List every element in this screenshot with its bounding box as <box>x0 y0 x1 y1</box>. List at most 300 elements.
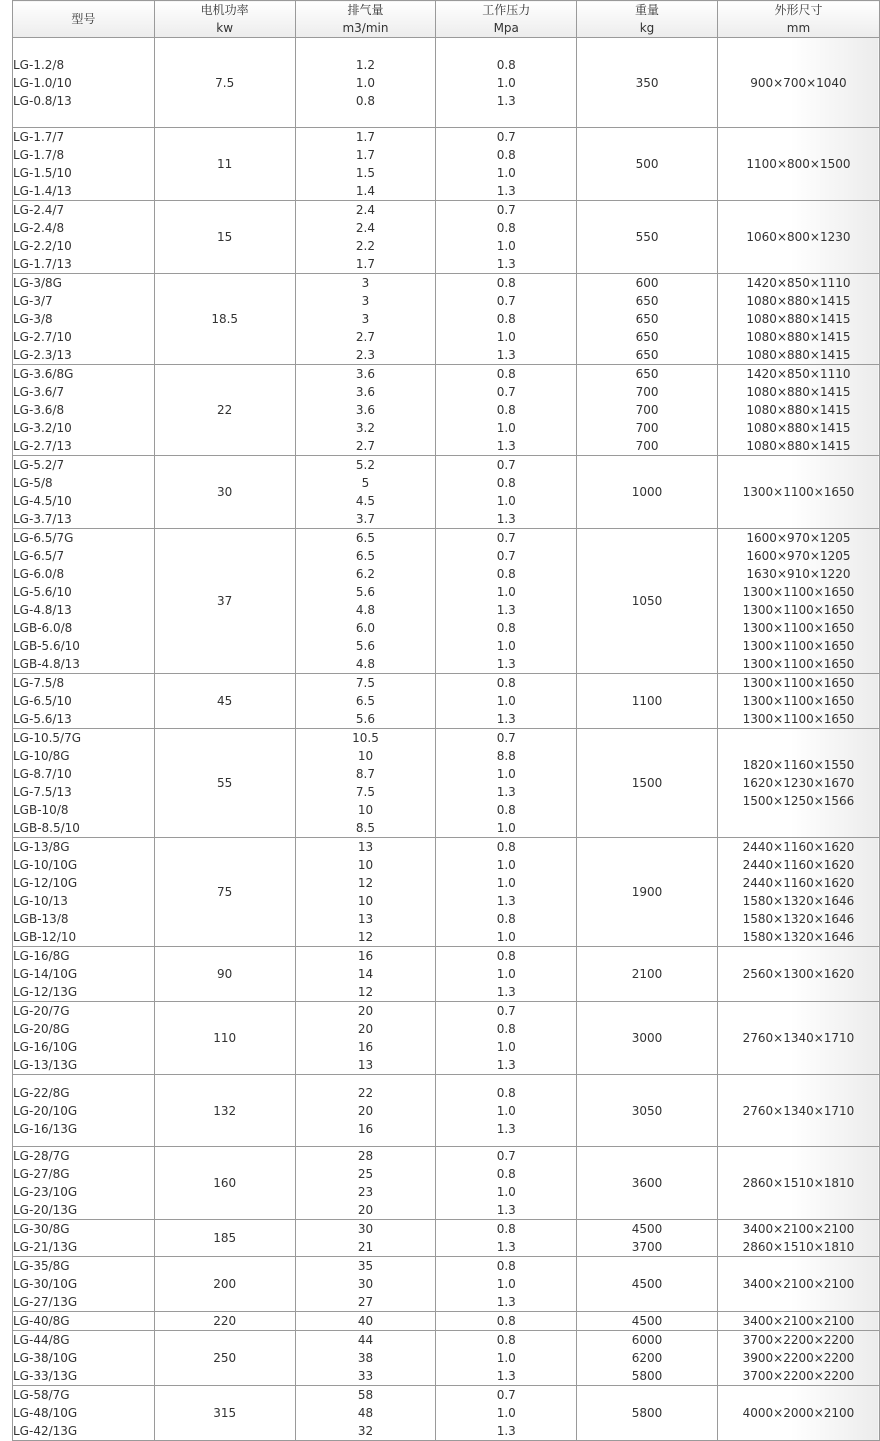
cell-line: 0.7 <box>496 1149 516 1163</box>
cell-line: 1.0 <box>496 639 516 653</box>
cell-line: LG-1.2/8 <box>13 57 65 72</box>
cell-line: 1.3 <box>496 985 516 999</box>
cell-model <box>13 1386 155 1441</box>
table-row <box>13 274 880 365</box>
cell-power <box>154 274 295 365</box>
cell-line: 1.3 <box>496 603 516 617</box>
cell-line: 1620×1230×1670 <box>742 776 855 790</box>
cell-dimensions <box>717 1331 879 1386</box>
cell-line: LG-13/8G <box>13 840 70 854</box>
cell-line: 1.0 <box>496 967 516 981</box>
cell-flow <box>295 365 436 456</box>
cell-line: 2440×1160×1620 <box>742 840 855 854</box>
cell-line: 2.2 <box>355 239 376 253</box>
cell-line: 20 <box>357 1203 374 1217</box>
cell-line: 0.7 <box>496 1388 516 1402</box>
cell-weight <box>577 729 718 838</box>
cell-line: LG-16/8G <box>13 949 70 963</box>
cell-line: 0.8 <box>496 476 516 490</box>
cell-dimensions <box>717 1386 879 1441</box>
cell-line: 185 <box>213 1231 237 1245</box>
cell-line: 0.8 <box>496 276 516 290</box>
table-row <box>13 38 880 128</box>
cell-dimensions <box>717 529 879 674</box>
cell-line: 5800 <box>631 1369 663 1383</box>
cell-line: 1.3 <box>496 1203 516 1217</box>
cell-line: LG-21/13G <box>13 1240 78 1254</box>
cell-pressure <box>436 1257 577 1312</box>
cell-line: LG-12/13G <box>13 985 78 999</box>
cell-weight <box>577 674 718 729</box>
cell-power <box>154 365 295 456</box>
cell-line: LG-27/8G <box>13 1167 70 1181</box>
cell-line: LG-40/8G <box>13 1314 70 1328</box>
cell-power <box>154 456 295 529</box>
table-row <box>13 1220 880 1257</box>
cell-dimensions <box>717 1075 879 1147</box>
cell-line: 1.0 <box>496 239 516 253</box>
cell-line: 1.0 <box>496 1351 516 1365</box>
cell-line: LG-7.5/13 <box>13 785 72 799</box>
cell-pressure <box>436 729 577 838</box>
cell-dimensions <box>717 1257 879 1312</box>
cell-line: 1.7 <box>355 257 376 271</box>
cell-weight <box>577 128 718 201</box>
cell-dimensions <box>717 1002 879 1075</box>
cell-line: LG-3/8G <box>13 276 62 290</box>
cell-line: 2100 <box>631 967 663 981</box>
cell-line: 5.6 <box>355 712 376 726</box>
cell-line: 0.7 <box>496 458 516 472</box>
cell-line: 0.8 <box>496 676 516 690</box>
cell-line: 3400×2100×2100 <box>742 1314 855 1328</box>
cell-line: 16 <box>357 1121 374 1136</box>
cell-line: 30 <box>357 1277 374 1291</box>
cell-line: 5.6 <box>355 585 376 599</box>
cell-line: 1600×970×1205 <box>746 549 851 563</box>
cell-line: 20 <box>357 1103 374 1118</box>
cell-pressure <box>436 1220 577 1257</box>
cell-line: LG-58/7G <box>13 1388 70 1402</box>
cell-line: 22 <box>357 1085 374 1100</box>
cell-line: 650 <box>635 312 659 326</box>
cell-line: LG-3.6/8 <box>13 403 65 417</box>
cell-line: 110 <box>213 1031 237 1045</box>
cell-line: 1.0 <box>496 767 516 781</box>
cell-line: LG-23/10G <box>13 1185 78 1199</box>
cell-dimensions <box>717 128 879 201</box>
cell-model <box>13 1220 155 1257</box>
cell-line: 0.7 <box>496 294 516 308</box>
cell-model <box>13 1075 155 1147</box>
cell-line: 5800 <box>631 1406 663 1420</box>
cell-line: 3700×2200×2200 <box>742 1333 855 1347</box>
cell-line: LG-30/8G <box>13 1222 70 1236</box>
cell-line: 1.3 <box>496 1058 516 1072</box>
cell-line: 1.4 <box>355 184 376 198</box>
cell-line: 6.5 <box>355 694 376 708</box>
cell-dimensions <box>717 38 879 128</box>
cell-line: 2.4 <box>355 221 376 235</box>
cell-model <box>13 38 155 128</box>
cell-line: LG-4.5/10 <box>13 494 72 508</box>
cell-line: LG-27/13G <box>13 1295 78 1309</box>
cell-line: 700 <box>635 439 659 453</box>
cell-line: LG-10.5/7G <box>13 731 82 745</box>
cell-line: 2760×1340×1710 <box>742 1103 855 1118</box>
cell-line: LG-30/10G <box>13 1277 78 1291</box>
cell-flow <box>295 1331 436 1386</box>
cell-line: 0.8 <box>496 57 516 72</box>
cell-line: 0.8 <box>496 1222 516 1236</box>
cell-line: LG-10/10G <box>13 858 78 872</box>
cell-flow <box>295 1386 436 1441</box>
cell-line: 75 <box>217 885 233 899</box>
cell-pressure <box>436 674 577 729</box>
cell-line: 1080×880×1415 <box>746 330 851 344</box>
cell-line: LG-6.5/10 <box>13 694 72 708</box>
cell-line: 1300×1100×1650 <box>742 485 855 499</box>
cell-line: 2.7 <box>355 330 376 344</box>
cell-line: 28 <box>357 1149 374 1163</box>
cell-line: 1.0 <box>496 1040 516 1054</box>
cell-weight <box>577 1075 718 1147</box>
cell-line: 1.7 <box>355 148 376 162</box>
cell-line: 37 <box>217 594 233 608</box>
cell-line: 1.3 <box>496 712 516 726</box>
cell-model <box>13 128 155 201</box>
cell-line: 1.0 <box>496 1277 516 1291</box>
cell-line: 0.8 <box>496 1259 516 1273</box>
cell-model <box>13 1002 155 1075</box>
header-model: 型号 <box>13 1 155 38</box>
cell-line: 1.3 <box>496 348 516 362</box>
table-row <box>13 128 880 201</box>
cell-line: 0.7 <box>496 531 516 545</box>
cell-weight <box>577 1386 718 1441</box>
cell-line: LGB-12/10 <box>13 930 77 944</box>
cell-line: 6.2 <box>355 567 376 581</box>
cell-line: 1080×880×1415 <box>746 385 851 399</box>
cell-line: 1300×1100×1650 <box>742 585 855 599</box>
cell-flow <box>295 947 436 1002</box>
cell-line: 1.0 <box>496 1185 516 1199</box>
cell-line: 1060×800×1230 <box>746 230 851 244</box>
cell-line: LG-1.7/7 <box>13 130 65 144</box>
cell-line: LG-7.5/8 <box>13 676 65 690</box>
cell-pressure <box>436 1002 577 1075</box>
cell-line: 18.5 <box>211 312 239 326</box>
cell-line: LG-28/7G <box>13 1149 70 1163</box>
cell-line: 0.7 <box>496 130 516 144</box>
cell-line: LG-20/7G <box>13 1004 70 1018</box>
cell-line: 3000 <box>631 1031 663 1045</box>
cell-line: 16 <box>357 949 374 963</box>
table-row <box>13 1075 880 1147</box>
cell-line: 0.7 <box>496 731 516 745</box>
cell-power <box>154 1312 295 1331</box>
cell-line: LG-1.5/10 <box>13 166 72 180</box>
cell-line: 1500×1250×1566 <box>742 794 855 808</box>
cell-line: 7.5 <box>355 785 376 799</box>
cell-pressure <box>436 1147 577 1220</box>
cell-line: 23 <box>357 1185 374 1199</box>
cell-line: 1.0 <box>496 166 516 180</box>
cell-line: 1.0 <box>496 858 516 872</box>
cell-line: 1.0 <box>355 75 376 90</box>
cell-line: 550 <box>635 230 659 244</box>
cell-line: 2860×1510×1810 <box>742 1240 855 1254</box>
cell-line: 7.5 <box>215 75 235 90</box>
cell-line: 0.8 <box>496 148 516 162</box>
cell-line: 2860×1510×1810 <box>742 1176 855 1190</box>
cell-line: 5 <box>361 476 370 490</box>
cell-line: 0.8 <box>496 1333 516 1347</box>
cell-line: 1080×880×1415 <box>746 421 851 435</box>
cell-line: 0.8 <box>496 221 516 235</box>
cell-dimensions <box>717 1220 879 1257</box>
table-row <box>13 674 880 729</box>
cell-dimensions <box>717 947 879 1002</box>
cell-weight <box>577 201 718 274</box>
cell-line: 1900 <box>631 885 663 899</box>
cell-dimensions <box>717 274 879 365</box>
cell-line: 1.0 <box>496 821 516 835</box>
cell-model <box>13 1331 155 1386</box>
cell-pressure <box>436 365 577 456</box>
cell-line: 1.3 <box>496 184 516 198</box>
cell-line: LG-20/8G <box>13 1022 70 1036</box>
cell-model <box>13 201 155 274</box>
cell-line: 700 <box>635 385 659 399</box>
cell-model <box>13 947 155 1002</box>
cell-line: LG-1.4/13 <box>13 184 72 198</box>
cell-dimensions <box>717 1147 879 1220</box>
cell-line: 3 <box>361 276 370 290</box>
cell-flow <box>295 838 436 947</box>
cell-line: 1300×1100×1650 <box>742 657 855 671</box>
cell-line: LG-33/13G <box>13 1369 78 1383</box>
cell-pressure <box>436 274 577 365</box>
cell-dimensions <box>717 729 879 838</box>
cell-line: 44 <box>357 1333 374 1347</box>
cell-power <box>154 1220 295 1257</box>
cell-line: 2440×1160×1620 <box>742 858 855 872</box>
cell-line: 3 <box>361 294 370 308</box>
cell-line: LG-2.7/13 <box>13 439 72 453</box>
table-row <box>13 838 880 947</box>
cell-line: 1.3 <box>496 93 516 108</box>
cell-weight <box>577 1147 718 1220</box>
cell-power <box>154 729 295 838</box>
cell-power <box>154 1331 295 1386</box>
cell-line: 200 <box>213 1277 237 1291</box>
cell-line: LG-2.4/8 <box>13 221 65 235</box>
cell-line: 1080×880×1415 <box>746 403 851 417</box>
cell-model <box>13 674 155 729</box>
cell-line: 900×700×1040 <box>750 75 847 90</box>
cell-line: 132 <box>213 1103 237 1118</box>
cell-line: 55 <box>217 776 233 790</box>
cell-line: 1300×1100×1650 <box>742 621 855 635</box>
cell-line: 22 <box>217 403 233 417</box>
cell-line: 0.8 <box>496 1314 516 1328</box>
cell-line: LGB-4.8/13 <box>13 657 80 671</box>
cell-line: 650 <box>635 367 659 381</box>
cell-line: 1.3 <box>496 1369 516 1383</box>
cell-line: 40 <box>357 1314 374 1328</box>
cell-line: 58 <box>357 1388 374 1402</box>
cell-line: 1.0 <box>496 1103 516 1118</box>
cell-line: 0.8 <box>496 403 516 417</box>
cell-power <box>154 1002 295 1075</box>
cell-flow <box>295 1147 436 1220</box>
cell-line: 1.3 <box>496 1295 516 1309</box>
cell-dimensions <box>717 456 879 529</box>
cell-line: 250 <box>213 1351 237 1365</box>
cell-line: 13 <box>357 1058 374 1072</box>
cell-line: 3.6 <box>355 403 376 417</box>
cell-pressure <box>436 201 577 274</box>
cell-line: 10 <box>357 894 374 908</box>
cell-flow <box>295 201 436 274</box>
header-row <box>13 1 880 38</box>
cell-line: 6.5 <box>355 531 376 545</box>
cell-line: LG-38/10G <box>13 1351 78 1365</box>
cell-line: LG-20/10G <box>13 1103 78 1118</box>
cell-line: LG-35/8G <box>13 1259 70 1273</box>
cell-line: LG-42/13G <box>13 1424 78 1438</box>
cell-line: LG-10/13 <box>13 894 68 908</box>
cell-flow <box>295 38 436 128</box>
cell-flow <box>295 128 436 201</box>
cell-line: 6.5 <box>355 549 376 563</box>
cell-line: 3050 <box>631 1103 663 1118</box>
cell-line: 3.6 <box>355 367 376 381</box>
cell-line: 3 <box>361 312 370 326</box>
cell-line: 700 <box>635 421 659 435</box>
cell-line: 0.8 <box>496 803 516 817</box>
cell-line: 4.8 <box>355 657 376 671</box>
cell-pressure <box>436 1075 577 1147</box>
cell-line: 45 <box>217 694 233 708</box>
cell-line: 1.3 <box>496 1424 516 1438</box>
cell-line: 500 <box>635 157 659 171</box>
cell-flow <box>295 729 436 838</box>
cell-line: 30 <box>217 485 233 499</box>
cell-line: 1.0 <box>496 330 516 344</box>
cell-line: 3.2 <box>355 421 376 435</box>
cell-line: 0.8 <box>496 312 516 326</box>
cell-weight <box>577 1002 718 1075</box>
cell-line: 3700×2200×2200 <box>742 1369 855 1383</box>
cell-model <box>13 1312 155 1331</box>
cell-model <box>13 529 155 674</box>
cell-line: 11 <box>217 157 233 171</box>
cell-line: 600 <box>635 276 659 290</box>
cell-line: 16 <box>357 1040 374 1054</box>
cell-line: 0.8 <box>496 367 516 381</box>
cell-power <box>154 201 295 274</box>
cell-line: 3700 <box>631 1240 663 1254</box>
cell-line: LG-2.7/10 <box>13 330 72 344</box>
cell-line: LG-2.4/7 <box>13 203 65 217</box>
cell-line: 27 <box>357 1295 374 1309</box>
cell-power <box>154 38 295 128</box>
cell-line: 1080×880×1415 <box>746 312 851 326</box>
cell-line: LG-44/8G <box>13 1333 70 1347</box>
cell-line: LG-1.7/8 <box>13 148 65 162</box>
cell-model <box>13 456 155 529</box>
cell-line: LG-0.8/13 <box>13 93 72 108</box>
cell-line: 2.3 <box>355 348 376 362</box>
cell-line: 3600 <box>631 1176 663 1190</box>
cell-flow <box>295 1075 436 1147</box>
cell-model <box>13 1257 155 1312</box>
header-pressure: 工作压力 Mpa <box>436 1 577 38</box>
cell-line: 12 <box>357 930 374 944</box>
cell-line: 1.3 <box>496 657 516 671</box>
cell-line: 1630×910×1220 <box>746 567 851 581</box>
cell-line: 0.8 <box>496 567 516 581</box>
table-row <box>13 729 880 838</box>
cell-weight <box>577 1257 718 1312</box>
cell-line: 15 <box>217 230 233 244</box>
cell-power <box>154 128 295 201</box>
cell-line: 25 <box>357 1167 374 1181</box>
cell-line: 1500 <box>631 776 663 790</box>
cell-line: 4500 <box>631 1314 663 1328</box>
cell-line: 20 <box>357 1022 374 1036</box>
cell-line: 3400×2100×2100 <box>742 1222 855 1236</box>
cell-weight <box>577 365 718 456</box>
cell-line: 3.6 <box>355 385 376 399</box>
cell-line: 0.8 <box>496 949 516 963</box>
cell-power <box>154 1075 295 1147</box>
cell-line: 5.6 <box>355 639 376 653</box>
cell-line: 0.8 <box>355 93 376 108</box>
cell-line: 1.0 <box>496 585 516 599</box>
cell-line: 1.3 <box>496 894 516 908</box>
cell-line: 700 <box>635 403 659 417</box>
cell-line: LG-10/8G <box>13 749 70 763</box>
cell-line: 6200 <box>631 1351 663 1365</box>
cell-weight <box>577 456 718 529</box>
cell-line: 38 <box>357 1351 374 1365</box>
cell-line: 1420×850×1110 <box>746 276 851 290</box>
cell-line: 1.7 <box>355 130 376 144</box>
cell-line: LG-6.0/8 <box>13 567 65 581</box>
cell-line: LG-3.7/13 <box>13 512 72 526</box>
table-row <box>13 365 880 456</box>
cell-line: 1300×1100×1650 <box>742 694 855 708</box>
cell-line: 1.0 <box>496 421 516 435</box>
cell-line: 10 <box>357 749 374 763</box>
cell-line: 160 <box>213 1176 237 1190</box>
cell-line: LG-1.7/13 <box>13 257 72 271</box>
cell-line: 650 <box>635 294 659 308</box>
cell-weight <box>577 1312 718 1331</box>
cell-line: 1.3 <box>496 785 516 799</box>
cell-line: LG-3/8 <box>13 312 53 326</box>
cell-line: LGB-5.6/10 <box>13 639 80 653</box>
cell-weight <box>577 947 718 1002</box>
header-power: 电机功率 kw <box>154 1 295 38</box>
cell-line: LG-16/13G <box>13 1121 78 1136</box>
cell-line: 1100 <box>631 694 663 708</box>
cell-pressure <box>436 838 577 947</box>
cell-weight <box>577 38 718 128</box>
